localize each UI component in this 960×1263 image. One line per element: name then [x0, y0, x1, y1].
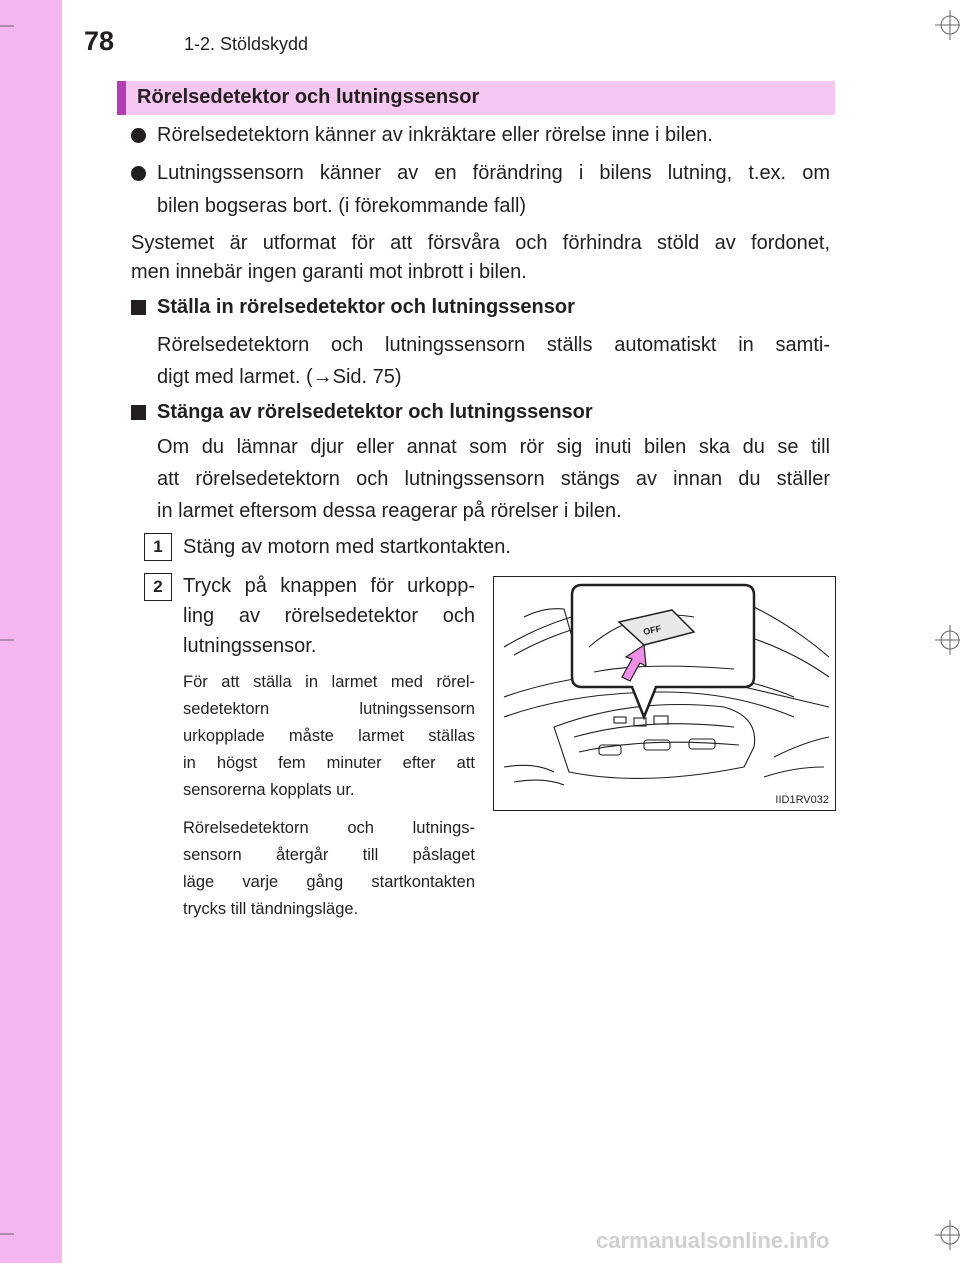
subsection-2-title: Stänga av rörelsedetektor och lutningssensor	[157, 401, 593, 423]
step-2-line-1: Tryck på knappen för urkopp-	[183, 575, 475, 597]
section-title: Rörelsedetektor och lutningssensor	[137, 86, 480, 108]
bullet-icon	[131, 128, 146, 143]
watermark: carmanualsonline.info	[596, 1228, 830, 1253]
bullet-text-2-line-1: Lutningssensorn känner av en förändring i bilens lutning, t.ex. om	[157, 162, 830, 184]
bullet-icon	[131, 166, 146, 181]
square-bullet-icon	[131, 300, 146, 315]
subsection-2-line-2: att rörelsedetektorn och lutningssensorn stängs av innan du ställer	[157, 468, 830, 490]
step-2-line-3: lutningssensor.	[183, 635, 317, 657]
intro-line-2: men innebär ingen garanti mot inbrott i bilen.	[131, 261, 527, 283]
note-2-line-2: sensorn återgår till påslaget	[183, 846, 475, 864]
note-2-line-4: trycks till tändningsläge.	[183, 900, 359, 918]
step-number-2: 2	[144, 573, 172, 601]
note-1-line-4: in högst fem minuter efter att	[183, 754, 475, 772]
chapter-title: 1-2. Stöldskydd	[184, 34, 309, 54]
square-bullet-icon	[131, 405, 146, 420]
note-1-line-3: urkopplade måste larmet ställas	[183, 727, 475, 745]
note-2-line-1: Rörelsedetektorn och lutnings-	[183, 819, 475, 837]
overhead-console-drawing	[494, 577, 836, 811]
note-1-line-2: sedetektorn lutningssensorn	[183, 700, 475, 718]
step-number-1: 1	[144, 533, 172, 561]
subsection-1-line-2: digt med larmet. (→Sid. 75)	[157, 366, 402, 388]
overhead-console-illustration	[493, 576, 836, 811]
subsection-2-line-1: Om du lämnar djur eller annat som rör sig inuti bilen ska du se till	[157, 436, 830, 458]
bullet-text-1: Rörelsedetektorn känner av inkräktare eller rörelse inne i bilen.	[157, 124, 713, 146]
step-1-text: Stäng av motorn med startkontakten.	[183, 536, 511, 558]
note-2-line-3: läge varje gång startkontakten	[183, 873, 475, 891]
subsection-1-title: Ställa in rörelsedetektor och lutningssensor	[157, 296, 575, 318]
note-1-line-5: sensorerna kopplats ur.	[183, 781, 355, 799]
page-number: 78	[84, 26, 115, 56]
bullet-text-2-line-2: bilen bogseras bort. (i förekommande fall)	[157, 195, 527, 217]
figure-code: IID1RV032	[775, 794, 829, 806]
subsection-1-line-1: Rörelsedetektorn och lutningssensorn ställs automatiskt in samti-	[157, 334, 830, 356]
off-button-label: OFF	[642, 623, 663, 637]
intro-line-1: Systemet är utformat för att försvåra och förhindra stöld av fordonet,	[131, 232, 830, 254]
section-header	[117, 81, 835, 115]
step-2-line-2: ling av rörelsedetektor och	[183, 605, 475, 627]
subsection-2-line-3: in larmet eftersom dessa reagerar på rörelser i bilen.	[157, 500, 622, 522]
note-1-line-1: För att ställa in larmet med rörel-	[183, 673, 475, 691]
